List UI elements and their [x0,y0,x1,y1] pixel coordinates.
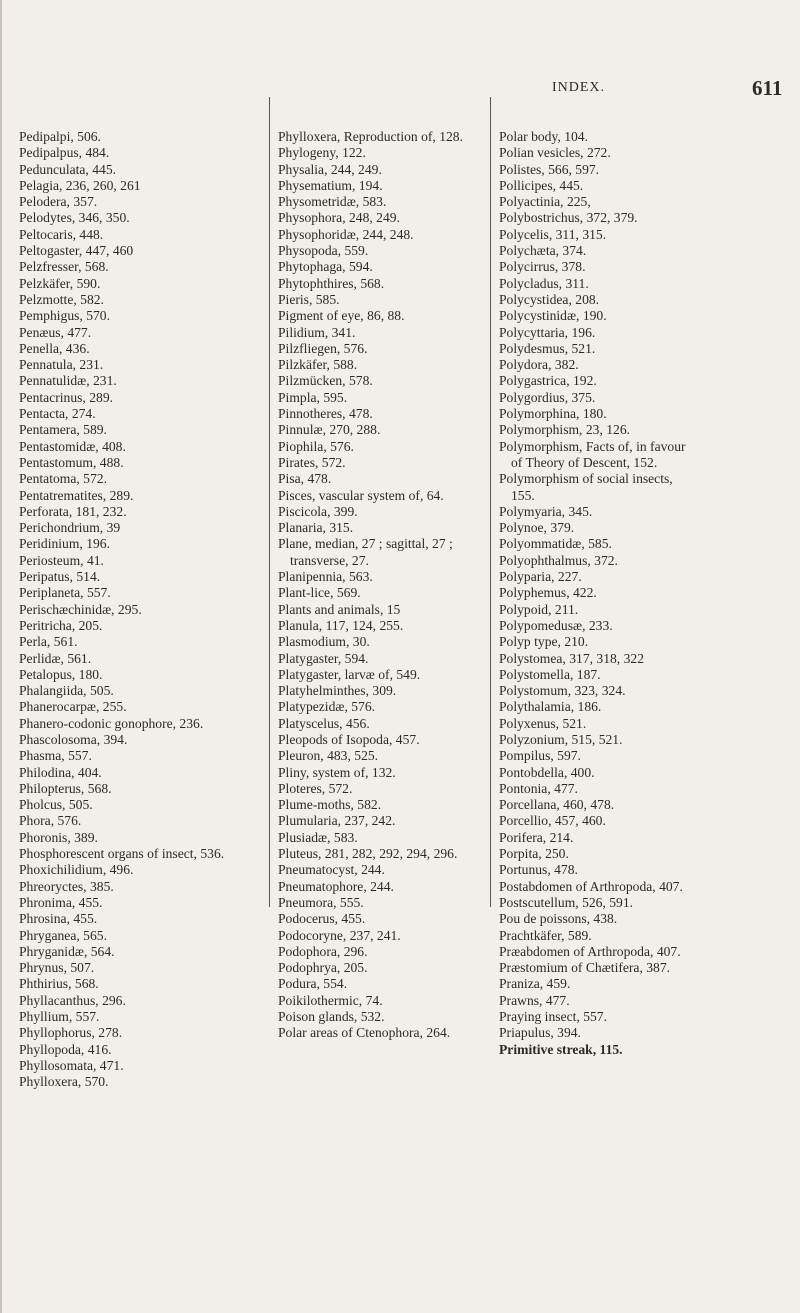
index-entry: Pedunculata, 445. [19,161,117,177]
index-entry: Physophoridæ, 244, 248. [278,226,414,242]
index-entry: Phylloxera, 570. [19,1074,109,1090]
index-entry: Polythalamia, 186. [499,699,602,715]
index-entry: Plasmodium, 30. [278,634,370,650]
index-entry: Præstomium of Chætifera, 387. [499,960,671,976]
index-entry: Postabdomen of Arthropoda, 407. [499,878,683,894]
index-entry: Polyphemus, 422. [499,585,597,601]
index-entry: Polyactinia, 225, [499,194,591,210]
index-entry: Phyllosomata, 471. [19,1057,124,1073]
index-entry: Pentacrinus, 289. [19,389,114,405]
index-entry: Postscutellum, 526, 591. [499,894,634,910]
index-entry: Plusiadæ, 583. [278,829,358,845]
index-entry: Phyllacanthus, 296. [19,992,126,1008]
index-entry: Phryganidæ, 564. [19,943,115,959]
index-entry: Phrosina, 455. [19,911,98,927]
index-entry: Piscicola, 399. [278,503,358,519]
index-entry: Polymyaria, 345. [499,503,593,519]
index-entry: Polycystidea, 208. [499,291,600,307]
index-entry: Peridinium, 196. [19,536,111,552]
page-edge [0,0,12,1313]
index-entry: Polyophthalmus, 372. [499,552,618,568]
index-entry: Pinnotheres, 478. [278,406,373,422]
index-entry: Prachtkäfer, 589. [499,927,592,943]
index-entry: Pieris, 585. [278,291,340,307]
index-entry: Porifera, 214. [499,829,574,845]
index-entry: Penella, 436. [19,340,90,356]
index-entry: Praniza, 459. [499,976,571,992]
index-entry: Pilzkäfer, 588. [278,357,358,373]
index-entry: Phanerocarpæ, 255. [19,699,127,715]
index-entry: Polybostrichus, 372, 379. [499,210,638,226]
index-entry: Podura, 554. [278,976,348,992]
index-entry: Pigment of eye, 86, 88. [278,308,405,324]
index-entry: Polydora, 382. [499,357,579,373]
index-entry: Pelzkäfer, 590. [19,275,101,291]
index-entry: Phylogeny, 122. [278,145,366,161]
index-entry: Pennatulidæ, 231. [19,373,117,389]
index-entry: Physalia, 244, 249. [278,161,382,177]
index-entry: Phrynus, 507. [19,960,95,976]
index-entry: Philopterus, 568. [19,780,112,796]
index-entry: Pelodytes, 346, 350. [19,210,130,226]
index-entry: Polyp type, 210. [499,634,589,650]
index-entry: Polystomea, 317, 318, 322 [499,650,644,666]
index-entry: Planula, 117, 124, 255. [278,617,404,633]
index-entry: Pleopods of Isopoda, 457. [278,731,420,747]
index-entry: Poikilothermic, 74. [278,992,383,1008]
index-entry: Polycyttaria, 196. [499,324,596,340]
index-entry: Pneumatocyst, 244. [278,862,385,878]
index-entry: Phosphorescent organs of insect, 536. [19,846,225,862]
index-entry: Planaria, 315. [278,520,354,536]
index-entry: Polyxenus, 521. [499,715,587,731]
index-entry: Podophrya, 205. [278,960,368,976]
index-entry: Polygordius, 375. [499,389,596,405]
index-entry: Prawns, 477. [499,992,570,1008]
index-entry: Pollicipes, 445. [499,177,584,193]
index-entry: Polyommatidæ, 585. [499,536,612,552]
index-entry: Phascolosoma, 394. [19,731,128,747]
index-entry: Plant-lice, 569. [278,585,361,601]
index-entry: Portunus, 478. [499,862,578,878]
index-entry: Phreoryctes, 385. [19,878,114,894]
index-entry: Penæus, 477. [19,324,92,340]
index-entry: Polar areas of Ctenophora, 264. [278,1025,451,1041]
index-entry: Perischæchinidæ, 295. [19,601,142,617]
index-entry: Platyhelminthes, 309. [278,683,397,699]
index-entry: Pentastomum, 488. [19,454,124,470]
index-entry: Perla, 561. [19,634,78,650]
index-entry: Plane, median, 27 ; sagittal, 27 ; transverse, 27. [278,536,453,568]
index-entry: Polychæta, 374. [499,243,587,259]
index-entry: Podophora, 296. [278,943,368,959]
index-entry: Phronima, 455. [19,894,103,910]
index-entry: Polymorphina, 180. [499,406,607,422]
index-entry: Pilidium, 341. [278,324,356,340]
index-entry: Peripatus, 514. [19,569,101,585]
index-entry: Ploteres, 572. [278,780,353,796]
index-entry: Phytophaga, 594. [278,259,373,275]
index-entry: Pirates, 572. [278,454,346,470]
index-entry: Polyzonium, 515, 521. [499,731,623,747]
index-entry: Polycirrus, 378. [499,259,586,275]
index-entry: Phyllopoda, 416. [19,1041,112,1057]
index-entry: Phyllophorus, 278. [19,1025,123,1041]
index-entry: Polymorphism of social insects, 155. [499,471,673,503]
index-entry: Pinnulæ, 270, 288. [278,422,381,438]
index-entry: Polydesmus, 521. [499,340,596,356]
index-entry: Pompilus, 597. [499,748,581,764]
index-entry: Pilzmücken, 578. [278,373,373,389]
index-entry: Pholcus, 505. [19,797,93,813]
index-entry: Perlidæ, 561. [19,650,92,666]
index-entry: Poison glands, 532. [278,1009,385,1025]
index-entry: Pisces, vascular system of, 64. [278,487,444,503]
index-entry: Phoronis, 389. [19,829,98,845]
index-entry: Polian vesicles, 272. [499,145,611,161]
index-column-1 [19,129,264,1091]
index-entry: Platygaster, 594. [278,650,369,666]
index-entry: Piophila, 576. [278,438,354,454]
index-entry: Polycystinidæ, 190. [499,308,607,324]
index-entry: Platypezidæ, 576. [278,699,376,715]
index-entry: Peritricha, 205. [19,617,103,633]
index-entry: Pilzfliegen, 576. [278,340,368,356]
index-column-2 [278,129,488,1042]
index-entry: Phasma, 557. [19,748,92,764]
index-entry: Polistes, 566, 597. [499,161,600,177]
index-entry: Physopoda, 559. [278,243,369,259]
index-entry: Podocoryne, 237, 241. [278,927,401,943]
index-entry: Priapulus, 394. [499,1025,581,1041]
running-head: INDEX. [551,80,605,95]
index-entry: Phryganea, 565. [19,927,107,943]
index-entry: Plumularia, 237, 242. [278,813,396,829]
index-entry: Polypoid, 211. [499,601,579,617]
index-entry: Pelodera, 357. [19,194,98,210]
index-entry: Philodina, 404. [19,764,102,780]
index-entry: Pentacta, 274. [19,406,96,422]
index-entry: Polymorphism, Facts of, in favour of Theory of Descent, 152. [499,438,686,470]
index-entry: Pluteus, 281, 282, 292, 294, 296. [278,846,458,862]
index-entry: Pemphigus, 570. [19,308,111,324]
index-entry: Peltocaris, 448. [19,226,104,242]
index-entry: Physematium, 194. [278,177,383,193]
index-entry: Pelzfresser, 568. [19,259,109,275]
index-entry: Phalangiida, 505. [19,683,114,699]
index-entry: Polymorphism, 23, 126. [499,422,631,438]
index-column-3 [499,129,695,1058]
index-entry: Polyparia, 227. [499,569,582,585]
index-entry: Pentatoma, 572. [19,471,107,487]
index-entry: Polynoe, 379. [499,520,575,536]
index-entry: Plants and animals, 15 [278,601,401,617]
column-divider [269,97,270,907]
index-entry: Primitive streak, 115. [499,1041,623,1057]
index-entry: Polar body, 104. [499,129,588,144]
index-entry: Phyllium, 557. [19,1009,100,1025]
index-entry: Pelagia, 236, 260, 261 [19,177,141,193]
index-entry: Petalopus, 180. [19,666,103,682]
index-entry: Platygaster, larvæ of, 549. [278,666,421,682]
index-entry: Porpita, 250. [499,846,569,862]
index-entry: Phylloxera, Reproduction of, 128. [278,129,463,144]
index-entry: Periplaneta, 557. [19,585,111,601]
index-entry: Physophora, 248, 249. [278,210,400,226]
index-entry: Polycelis, 311, 315. [499,226,607,242]
index-entry: Podocerus, 455. [278,911,366,927]
index-entry: Pennatula, 231. [19,357,104,373]
index-entry: Porcellio, 457, 460. [499,813,606,829]
column-divider [490,97,491,907]
index-entry: Phanero-codonic gonophore, 236. [19,715,204,731]
index-entry: Platyscelus, 456. [278,715,370,731]
index-entry: Pedipalpus, 484. [19,145,110,161]
index-entry: Porcellana, 460, 478. [499,797,615,813]
index-entry: Pentatrematites, 289. [19,487,134,503]
index-entry: Pou de poissons, 438. [499,911,618,927]
index-entry: Pentamera, 589. [19,422,107,438]
index-entry: Peltogaster, 447, 460 [19,243,134,259]
index-entry: Polypomedusæ, 233. [499,617,613,633]
index-entry: Pisa, 478. [278,471,332,487]
index-entry: Pentastomidæ, 408. [19,438,126,454]
index-entry: Pimpla, 595. [278,389,348,405]
index-entry: Periosteum, 41. [19,552,104,568]
index-entry: Polycladus, 311. [499,275,589,291]
index-entry: Planipennia, 563. [278,569,373,585]
index-entry: Pneumatophore, 244. [278,878,394,894]
index-entry: Polygastrica, 192. [499,373,597,389]
index-entry: Phthirius, 568. [19,976,99,992]
index-entry: Pliny, system of, 132. [278,764,396,780]
index-entry: Pleuron, 483, 525. [278,748,379,764]
index-entry: Phytophthires, 568. [278,275,385,291]
index-entry: Perichondrium, 39 [19,520,121,536]
index-entry: Pneumora, 555. [278,894,364,910]
index-entry: Polystomum, 323, 324. [499,683,626,699]
index-entry: Phoxichilidium, 496. [19,862,134,878]
page-number: 611 [752,76,783,100]
index-entry: Polystomella, 187. [499,666,601,682]
index-entry: Præabdomen of Arthropoda, 407. [499,943,681,959]
index-entry: Phora, 576. [19,813,82,829]
index-entry: Praying insect, 557. [499,1009,607,1025]
index-entry: Pedipalpi, 506. [19,129,101,144]
index-entry: Plume-moths, 582. [278,797,382,813]
index-entry: Perforata, 181, 232. [19,503,127,519]
index-entry: Pontonia, 477. [499,780,578,796]
index-entry: Pontobdella, 400. [499,764,595,780]
index-entry: Physometridæ, 583. [278,194,387,210]
index-entry: Pelzmotte, 582. [19,291,104,307]
